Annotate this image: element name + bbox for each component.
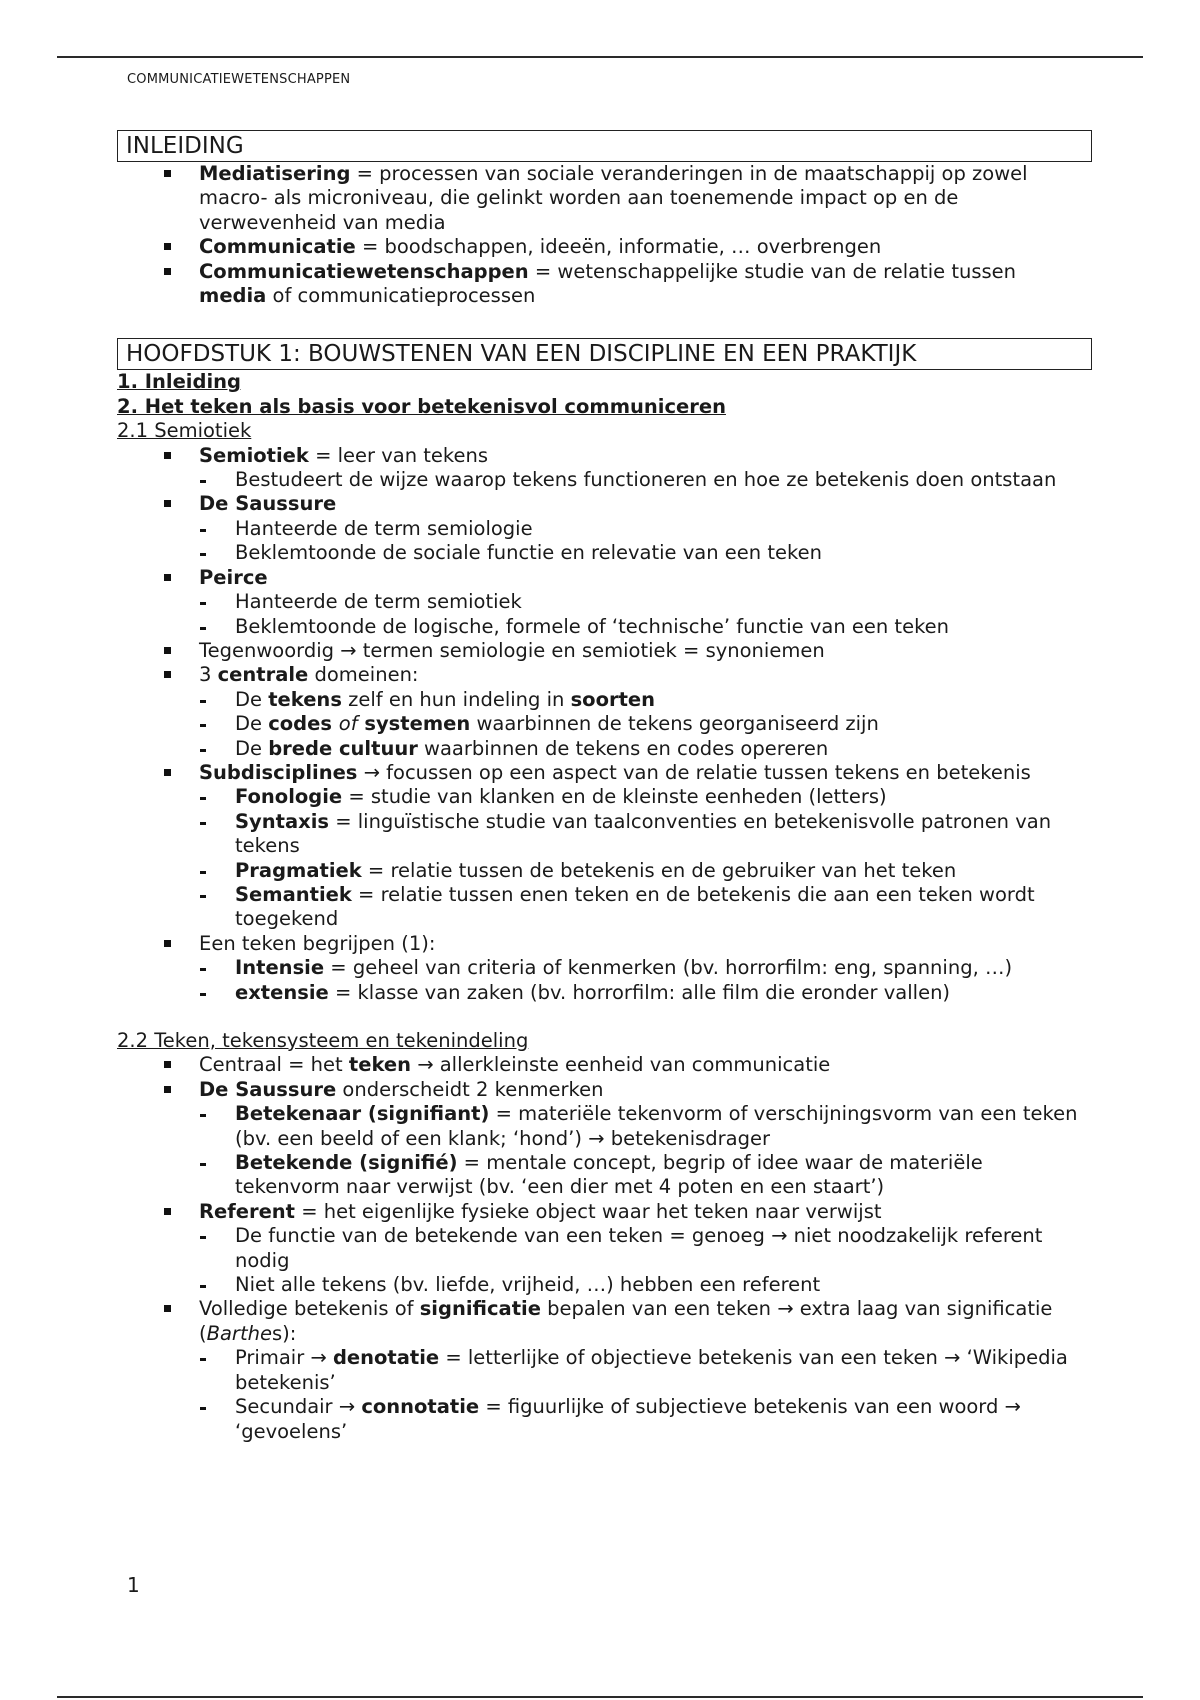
- top-rule: [57, 56, 1143, 58]
- teken-list: [117, 1053, 1087, 1444]
- subheading-semiotiek: 2.1 Semiotiek: [117, 419, 252, 443]
- sub-list-item: Bestudeert de wijze waarop tekens functioneren en hoe ze betekenis doen ontstaan: [235, 468, 1087, 492]
- running-header: COMMUNICATIEWETENSCHAPPEN: [127, 72, 351, 87]
- sub-list-item: Niet alle tekens (bv. liefde, vrijheid, …) hebben een referent: [235, 1273, 1087, 1297]
- list-item: De Saussure Hanteerde de term semiologie Beklemtoonde de sociale functie en relevatie van een teken: [199, 492, 1087, 565]
- list-item: Tegenwoordig → termen semiologie en semiotiek = synoniemen: [199, 639, 1087, 663]
- subheading-teken: 2.2 Teken, tekensysteem en tekenindeling: [117, 1029, 529, 1052]
- list-item: Communicatie = boodschappen, ideeën, informatie, … overbrengen: [199, 235, 1087, 259]
- bottom-rule: [57, 1696, 1143, 1698]
- sub-list-item: De functie van de betekende van een teken = genoeg → niet noodzakelijk referent nodig: [235, 1224, 1087, 1273]
- list-item: Centraal = het teken → allerkleinste eenheid van communicatie: [199, 1053, 1087, 1077]
- sub-list-item: Hanteerde de term semiotiek: [235, 590, 1087, 614]
- list-item: De Saussure onderscheidt 2 kenmerken Betekenaar (signifiant) = materiële tekenvorm of verschijningsvorm van een teken (bv. een beeld of een klank; ‘hond’) → betekenisdrager Betekende (signifié) = mentale concept, begrip of idee waar de materiële tekenvorm naar verwijst (bv. ‘een dier met 4 poten en een staart’): [199, 1078, 1087, 1200]
- list-item: Volledige betekenis of significatie bepalen van een teken → extra laag van significatie (Barthes): Primair → denotatie = letterlijke of objectieve betekenis van een teken → ‘Wikipedia betekenis’ Secundair → connotatie = figuurlijke of subjectieve betekenis van een woord → ‘gevoelens’: [199, 1297, 1087, 1443]
- sub-list-item: Betekende (signifié) = mentale concept, begrip of idee waar de materiële tekenvorm naar verwijst (bv. ‘een dier met 4 poten en een staart’): [235, 1151, 1087, 1200]
- sub-list-item: Fonologie = studie van klanken en de kleinste eenheden (letters): [235, 785, 1087, 809]
- sub-list-item: Betekenaar (signifiant) = materiële tekenvorm of verschijningsvorm van een teken (bv. een beeld of een klank; ‘hond’) → betekenisdrager: [235, 1102, 1087, 1151]
- list-item: Mediatisering = processen van sociale veranderingen in de maatschappij op zowel macro- als microniveau, die gelinkt worden aan toenemende impact op en de verwevenheid van media: [199, 162, 1087, 235]
- sub-list-item: Primair → denotatie = letterlijke of objectieve betekenis van een teken → ‘Wikipedia betekenis’: [235, 1346, 1087, 1395]
- sub-list-item: De brede cultuur waarbinnen de tekens en codes opereren: [235, 737, 1087, 761]
- spacer: [117, 1005, 1087, 1029]
- list-item: Een teken begrijpen (1): Intensie = geheel van criteria of kenmerken (bv. horrorfilm: eng, spanning, …) extensie = klasse van zaken (bv. horrorfilm: alle film die eronder vallen): [199, 932, 1087, 1005]
- document-body: [117, 130, 1087, 1444]
- list-item: Referent = het eigenlijke fysieke object waar het teken naar verwijst De functie van de betekende van een teken = genoeg → niet noodzakelijk referent nodig Niet alle tekens (bv. liefde, vrijheid, …) hebben een referent: [199, 1200, 1087, 1298]
- page-number: 1: [127, 1573, 140, 1597]
- sub-list-item: Syntaxis = linguïstische studie van taalconventies en betekenisvolle patronen van tekens: [235, 810, 1087, 859]
- sub-list-item: De tekens zelf en hun indeling in soorten: [235, 688, 1087, 712]
- sub-list-item: Semantiek = relatie tussen enen teken en de betekenis die aan een teken wordt toegekend: [235, 883, 1087, 932]
- list-item: Subdisciplines → focussen op een aspect van de relatie tussen tekens en betekenis Fonologie = studie van klanken en de kleinste eenheden (letters) Syntaxis = linguïstische studie van taalconventies en betekenisvolle patronen van tekens Pragmatiek = relatie tussen de betekenis en de gebruiker van het teken Semantiek = relatie tussen enen teken en de betekenis die aan een teken wordt toegekend: [199, 761, 1087, 932]
- sub-list-item: De codes of systemen waarbinnen de tekens georganiseerd zijn: [235, 712, 1087, 736]
- sub-list-item: Intensie = geheel van criteria of kenmerken (bv. horrorfilm: eng, spanning, …): [235, 956, 1087, 980]
- list-item: Peirce Hanteerde de term semiotiek Beklemtoonde de logische, formele of ‘technische’ functie van een teken: [199, 566, 1087, 639]
- list-item: 3 centrale domeinen: De tekens zelf en hun indeling in soorten De codes of systemen waarbinnen de tekens georganiseerd zijn De brede cultuur waarbinnen de tekens en codes opereren: [199, 663, 1087, 761]
- sub-list-item: Pragmatiek = relatie tussen de betekenis en de gebruiker van het teken: [235, 859, 1087, 883]
- sub-list-item: Hanteerde de term semiologie: [235, 517, 1087, 541]
- inleiding-list: [117, 162, 1087, 308]
- list-item: Communicatiewetenschappen = wetenschappelijke studie van de relatie tussen media of communicatieprocessen: [199, 260, 1087, 309]
- section-title-inleiding: INLEIDING: [117, 130, 1092, 162]
- heading-teken: 2. Het teken als basis voor betekenisvol communiceren: [117, 394, 726, 418]
- sub-list-item: extensie = klasse van zaken (bv. horrorfilm: alle film die eronder vallen): [235, 981, 1087, 1005]
- heading-inleiding: 1. Inleiding: [117, 370, 241, 394]
- list-item: Semiotiek = leer van tekens Bestudeert de wijze waarop tekens functioneren en hoe ze betekenis doen ontstaan: [199, 444, 1087, 493]
- sub-list-item: Secundair → connotatie = figuurlijke of subjectieve betekenis van een woord → ‘gevoelens’: [235, 1395, 1087, 1444]
- sub-list-item: Beklemtoonde de logische, formele of ‘technische’ functie van een teken: [235, 615, 1087, 639]
- section-title-chapter-1: HOOFDSTUK 1: BOUWSTENEN VAN EEN DISCIPLINE EN EEN PRAKTIJK: [117, 338, 1092, 370]
- sub-list-item: Beklemtoonde de sociale functie en relevatie van een teken: [235, 541, 1087, 565]
- semiotiek-list: [117, 444, 1087, 1005]
